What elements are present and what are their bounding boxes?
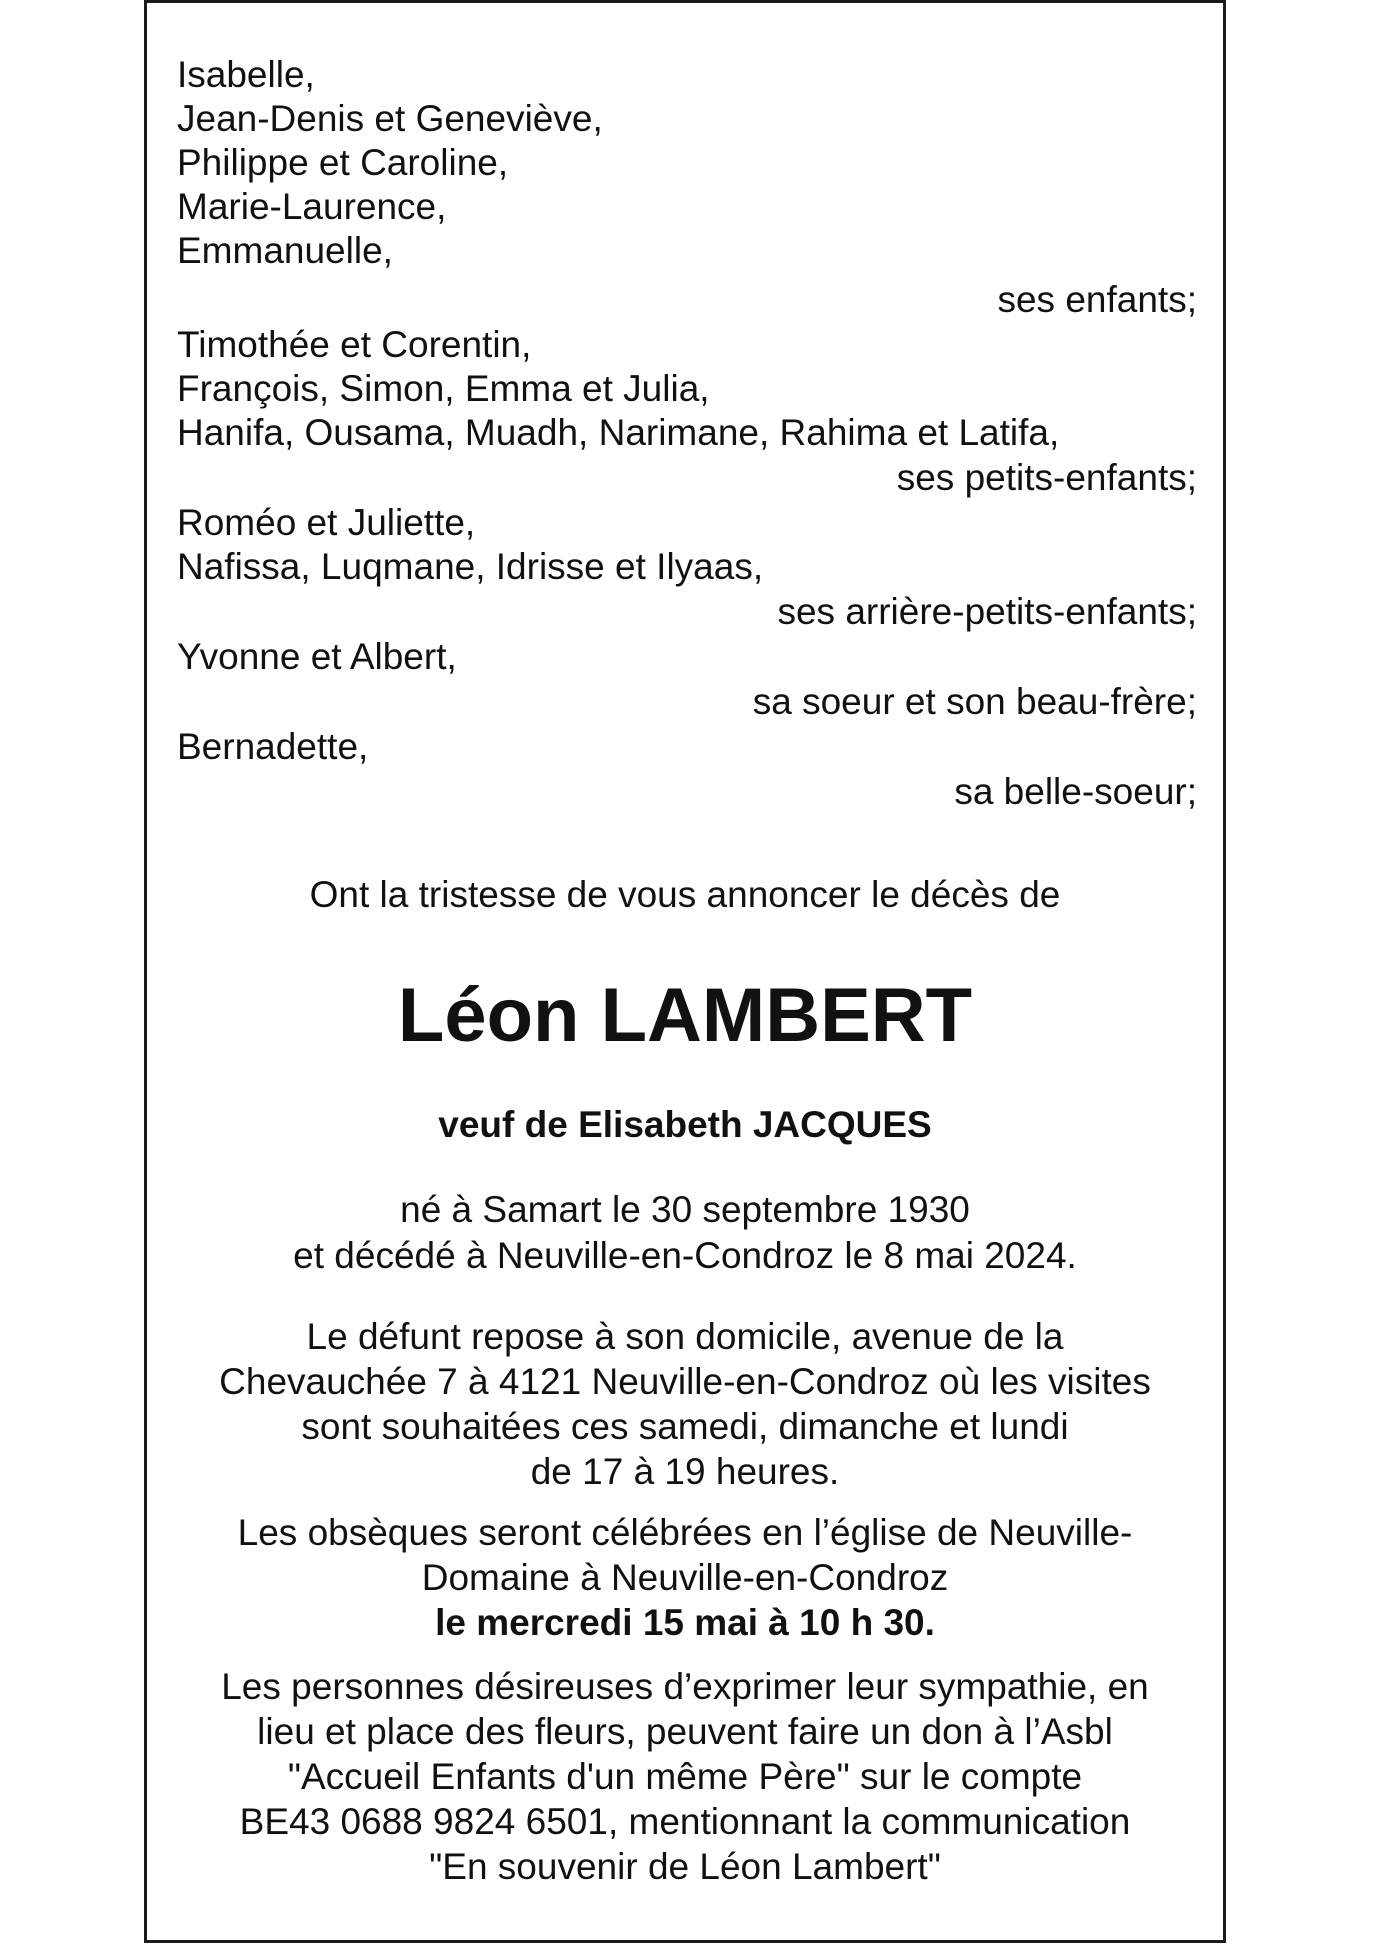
funeral-line: Les obsèques seront célébrées en l’église de Neuville-	[237, 1512, 1133, 1553]
visitation-line: sont souhaitées ces samedi, dimanche et lundi	[301, 1406, 1069, 1447]
donation-line: BE43 0688 9824 6501, mentionnant la communication	[239, 1801, 1131, 1842]
child-line: Emmanuelle,	[177, 230, 393, 271]
sibling-label: sa soeur et son beau-frère;	[752, 681, 1197, 722]
visitation-line: Le défunt repose à son domicile, avenue de la	[306, 1316, 1064, 1357]
sister-in-law-label: sa belle-soeur;	[954, 771, 1197, 812]
grandchildren-label: ses petits-enfants;	[896, 457, 1197, 498]
sister-in-law-line: Bernadette,	[177, 726, 369, 767]
donation-line: "En souvenir de Léon Lambert"	[429, 1846, 941, 1887]
widower-line: veuf de Elisabeth JACQUES	[438, 1104, 932, 1145]
donation-line: Les personnes désireuses d’exprimer leur sympathie, en	[221, 1666, 1149, 1707]
funeral-datetime: le mercredi 15 mai à 10 h 30.	[435, 1602, 935, 1643]
visitation-line: de 17 à 19 heures.	[530, 1451, 840, 1492]
child-line: Philippe et Caroline,	[177, 142, 509, 183]
grandchild-line: Hanifa, Ousama, Muadh, Narimane, Rahima et Latifa,	[177, 412, 1060, 453]
children-label: ses enfants;	[997, 279, 1197, 320]
donation-line: "Accueil Enfants d'un même Père" sur le compte	[287, 1756, 1083, 1797]
death-line: et décédé à Neuville-en-Condroz le 8 mai 2024.	[293, 1235, 1077, 1276]
grandchild-line: Timothée et Corentin,	[177, 324, 532, 365]
child-line: Isabelle,	[177, 54, 315, 95]
sibling-line: Yvonne et Albert,	[177, 636, 457, 677]
visitation-line: Chevauchée 7 à 4121 Neuville-en-Condroz où les visites	[219, 1361, 1151, 1402]
great-grandchild-line: Roméo et Juliette,	[177, 502, 476, 543]
funeral-line: Domaine à Neuville-en-Condroz	[421, 1557, 949, 1598]
announcement-intro: Ont la tristesse de vous annoncer le décès de	[309, 874, 1061, 915]
donation-line: lieu et place des fleurs, peuvent faire un don à l’Asbl	[257, 1711, 1113, 1752]
child-line: Jean-Denis et Geneviève,	[177, 98, 603, 139]
great-grandchildren-label: ses arrière-petits-enfants;	[777, 591, 1197, 632]
birth-line: né à Samart le 30 septembre 1930	[400, 1189, 970, 1230]
grandchild-line: François, Simon, Emma et Julia,	[177, 368, 710, 409]
great-grandchild-line: Nafissa, Luqmane, Idrisse et Ilyaas,	[177, 546, 764, 587]
deceased-name: Léon LAMBERT	[397, 973, 973, 1058]
child-line: Marie-Laurence,	[177, 186, 447, 227]
